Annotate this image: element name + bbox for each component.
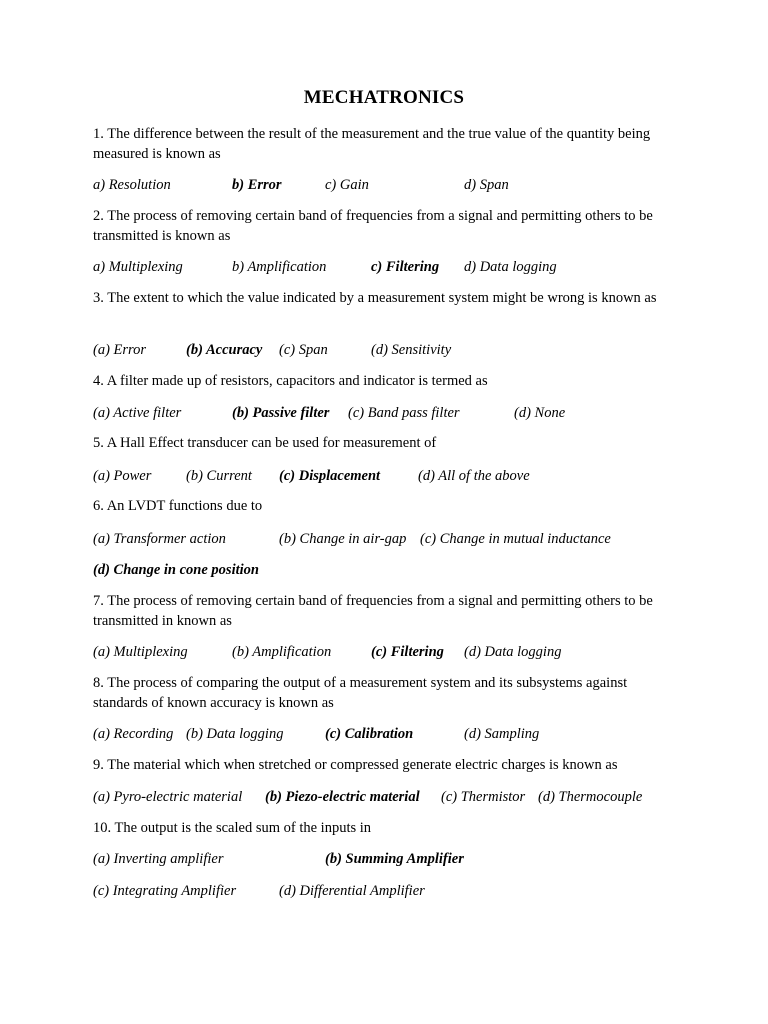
option-b-answer: (b) Piezo-electric material	[265, 789, 420, 805]
option-a: (a) Multiplexing	[93, 644, 188, 660]
option-c-answer: (c) Displacement	[279, 468, 381, 484]
option-d: (d) Sensitivity	[371, 342, 452, 358]
question-3-text: 3. The extent to which the value indicated by a measurement system might be wrong is known as	[93, 290, 657, 306]
question-2-text: 2. The process of removing certain band of frequencies from a signal and permitting others to be transmitted is known as	[93, 208, 653, 244]
option-c: (c) Thermistor	[441, 789, 526, 805]
option-a: a) Resolution	[93, 177, 171, 193]
option-d: (d) Sampling	[464, 726, 540, 742]
option-b: (b) Data logging	[186, 726, 284, 742]
option-d-answer: (d) Change in cone position	[93, 562, 259, 578]
option-c-answer: (c) Filtering	[371, 644, 444, 660]
option-c: (c) Integrating Amplifier	[93, 883, 237, 899]
option-a: (a) Recording	[93, 726, 174, 742]
option-b: (b) Change in air-gap	[279, 531, 407, 547]
option-c: (c) Change in mutual inductance	[420, 531, 611, 547]
option-a: (a) Transformer action	[93, 531, 226, 547]
question-1-text: 1. The difference between the result of the measurement and the true value of the quantity being measured is known as	[93, 126, 651, 162]
option-a: a) Multiplexing	[93, 259, 183, 275]
option-d: (d) None	[514, 405, 566, 421]
option-b: (b) Current	[186, 468, 252, 484]
option-a: (a) Inverting amplifier	[93, 851, 224, 867]
option-d: (d) All of the above	[418, 468, 530, 484]
question-4-text: 4. A filter made up of resistors, capacitors and indicator is termed as	[93, 373, 488, 389]
option-b-answer: b) Error	[232, 177, 282, 193]
option-b-answer: (b) Accuracy	[186, 342, 263, 358]
option-d: (d) Differential Amplifier	[279, 883, 425, 899]
question-7-text: 7. The process of removing certain band of frequencies from a signal and permitting others to be transmitted in known as	[93, 593, 653, 629]
option-a: (a) Active filter	[93, 405, 182, 421]
option-c: (c) Span	[279, 342, 328, 358]
option-c-answer: c) Filtering	[371, 259, 440, 275]
option-c: (c) Band pass filter	[348, 405, 460, 421]
option-d: (d) Thermocouple	[538, 789, 643, 805]
question-9-text: 9. The material which when stretched or compressed generate electric charges is known as	[93, 757, 618, 773]
option-b: b) Amplification	[232, 259, 327, 275]
question-10-text: 10. The output is the scaled sum of the inputs in	[93, 820, 372, 836]
option-d: d) Span	[464, 177, 509, 193]
option-a: (a) Power	[93, 468, 152, 484]
question-6-text: 6. An LVDT functions due to	[93, 498, 263, 514]
option-c-answer: (c) Calibration	[325, 726, 414, 742]
option-d: (d) Data logging	[464, 644, 562, 660]
option-b-answer: (b) Passive filter	[232, 405, 330, 421]
option-a: (a) Error	[93, 342, 147, 358]
page-title: MECHATRONICS	[303, 87, 465, 108]
option-b: (b) Amplification	[232, 644, 332, 660]
option-c: c) Gain	[325, 177, 369, 193]
option-a: (a) Pyro-electric material	[93, 789, 243, 805]
question-5-text: 5. A Hall Effect transducer can be used for measurement of	[93, 435, 437, 451]
question-8-text: 8. The process of comparing the output of a measurement system and its subsystems against standards of known accuracy is known as	[93, 675, 628, 711]
option-b-answer: (b) Summing Amplifier	[325, 851, 464, 867]
option-d: d) Data logging	[464, 259, 557, 275]
